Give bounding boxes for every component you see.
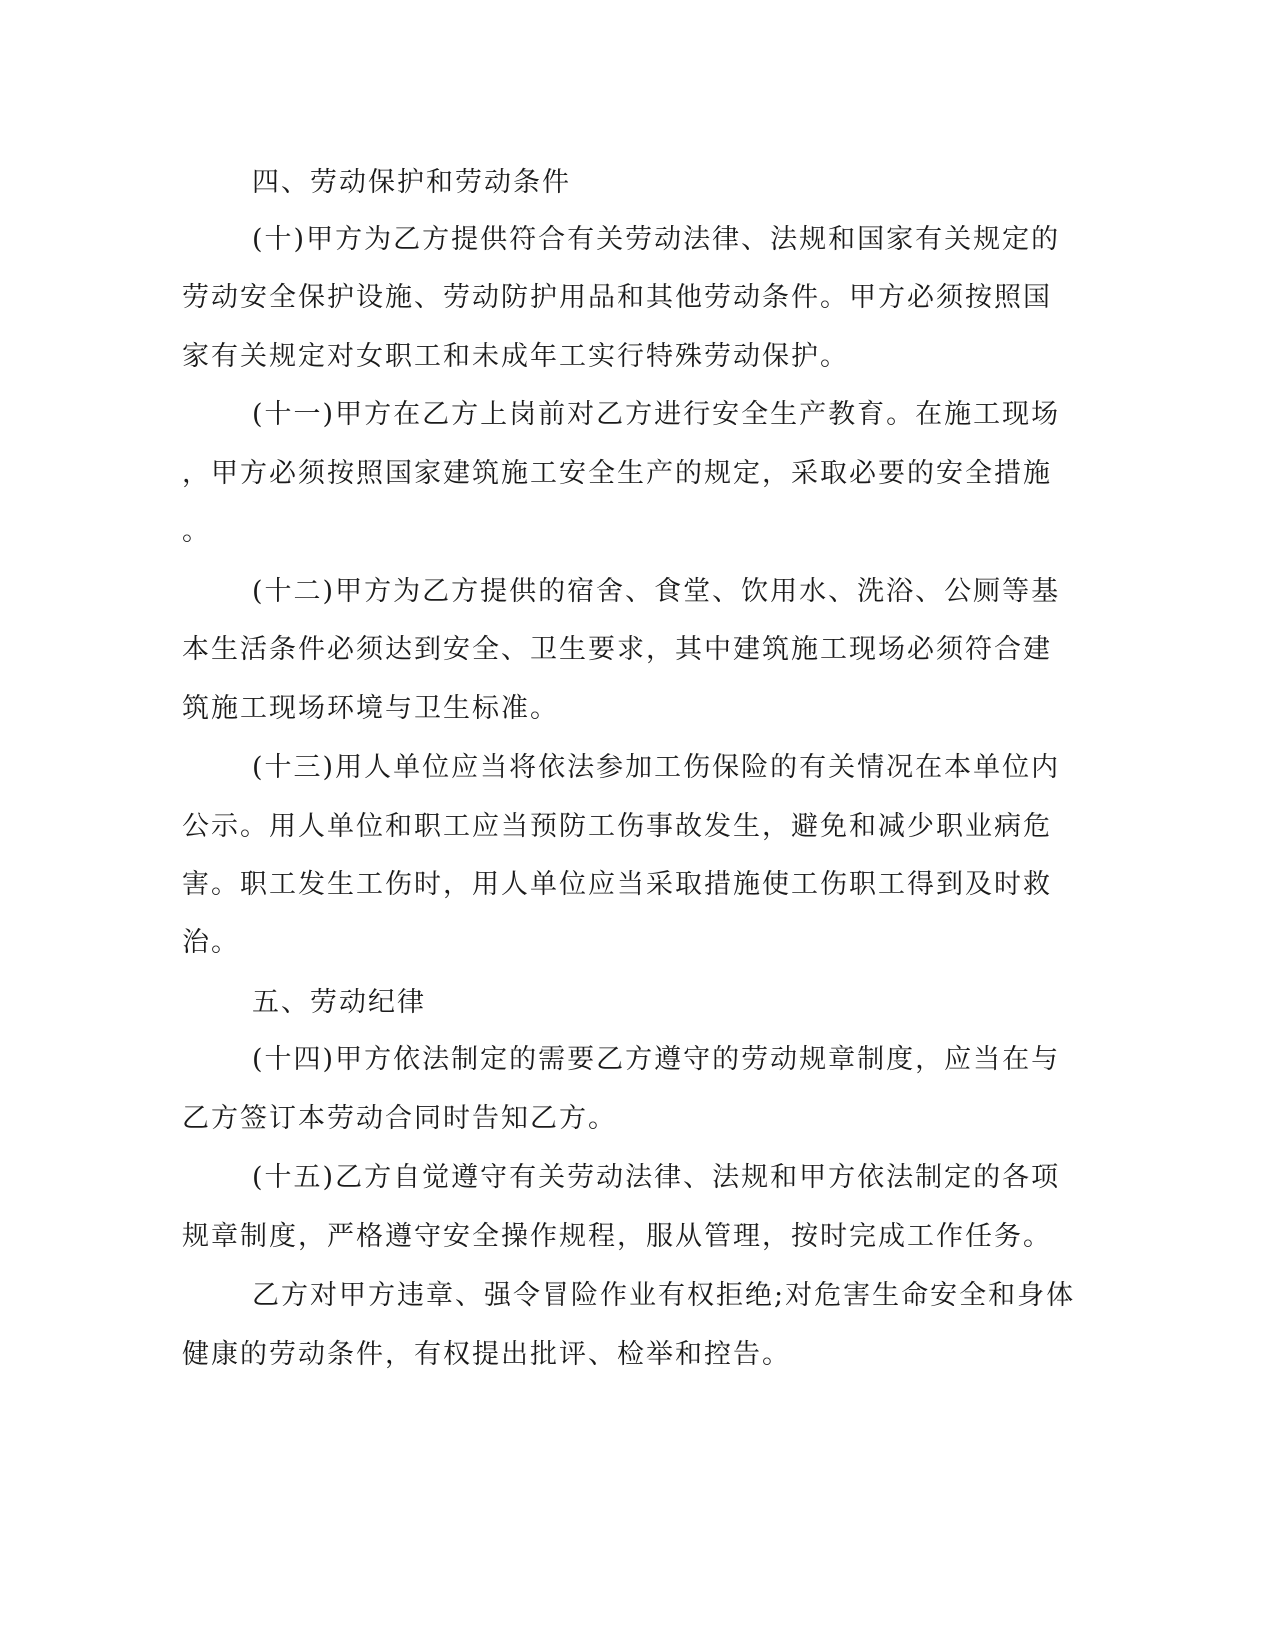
paragraph-line: (十四)甲方依法制定的需要乙方遵守的劳动规章制度，应当在与: [252, 1044, 1061, 1075]
paragraph-line: 公示。用人单位和职工应当预防工伤事故发生，避免和减少职业病危: [182, 811, 1052, 842]
paragraph-line: 乙方签订本劳动合同时告知乙方。: [182, 1103, 617, 1134]
paragraph-line: 健康的劳动条件，有权提出批评、检举和控告。: [182, 1339, 791, 1370]
paragraph-line: 规章制度，严格遵守安全操作规程，服从管理，按时完成工作任务。: [182, 1221, 1052, 1252]
paragraph-line: (十五)乙方自觉遵守有关劳动法律、法规和甲方依法制定的各项: [252, 1162, 1061, 1193]
paragraph-line: (十)甲方为乙方提供符合有关劳动法律、法规和国家有关规定的: [252, 224, 1061, 255]
paragraph-line: 治。: [182, 927, 240, 958]
paragraph-line: (十一)甲方在乙方上岗前对乙方进行安全生产教育。在施工现场: [252, 399, 1061, 430]
paragraph-line: 筑施工现场环境与卫生标准。: [182, 693, 559, 724]
section-heading-labor-discipline: 五、劳动纪律: [252, 987, 426, 1018]
section-heading-labor-protection: 四、劳动保护和劳动条件: [252, 167, 571, 198]
paragraph-line: (十二)甲方为乙方提供的宿舍、食堂、饮用水、洗浴、公厕等基: [252, 576, 1061, 607]
paragraph-line: 乙方对甲方违章、强令冒险作业有权拒绝;对危害生命安全和身体: [252, 1280, 1076, 1311]
paragraph-line: 本生活条件必须达到安全、卫生要求，其中建筑施工现场必须符合建: [182, 634, 1052, 665]
paragraph-line: (十三)用人单位应当将依法参加工伤保险的有关情况在本单位内: [252, 752, 1061, 783]
paragraph-line: ，甲方必须按照国家建筑施工安全生产的规定，采取必要的安全措施: [182, 458, 1052, 489]
paragraph-line: 害。职工发生工伤时，用人单位应当采取措施使工伤职工得到及时救: [182, 869, 1052, 900]
paragraph-line: 劳动安全保护设施、劳动防护用品和其他劳动条件。甲方必须按照国: [182, 282, 1052, 313]
paragraph-line: 家有关规定对女职工和未成年工实行特殊劳动保护。: [182, 341, 849, 372]
paragraph-line: 。: [182, 516, 211, 547]
